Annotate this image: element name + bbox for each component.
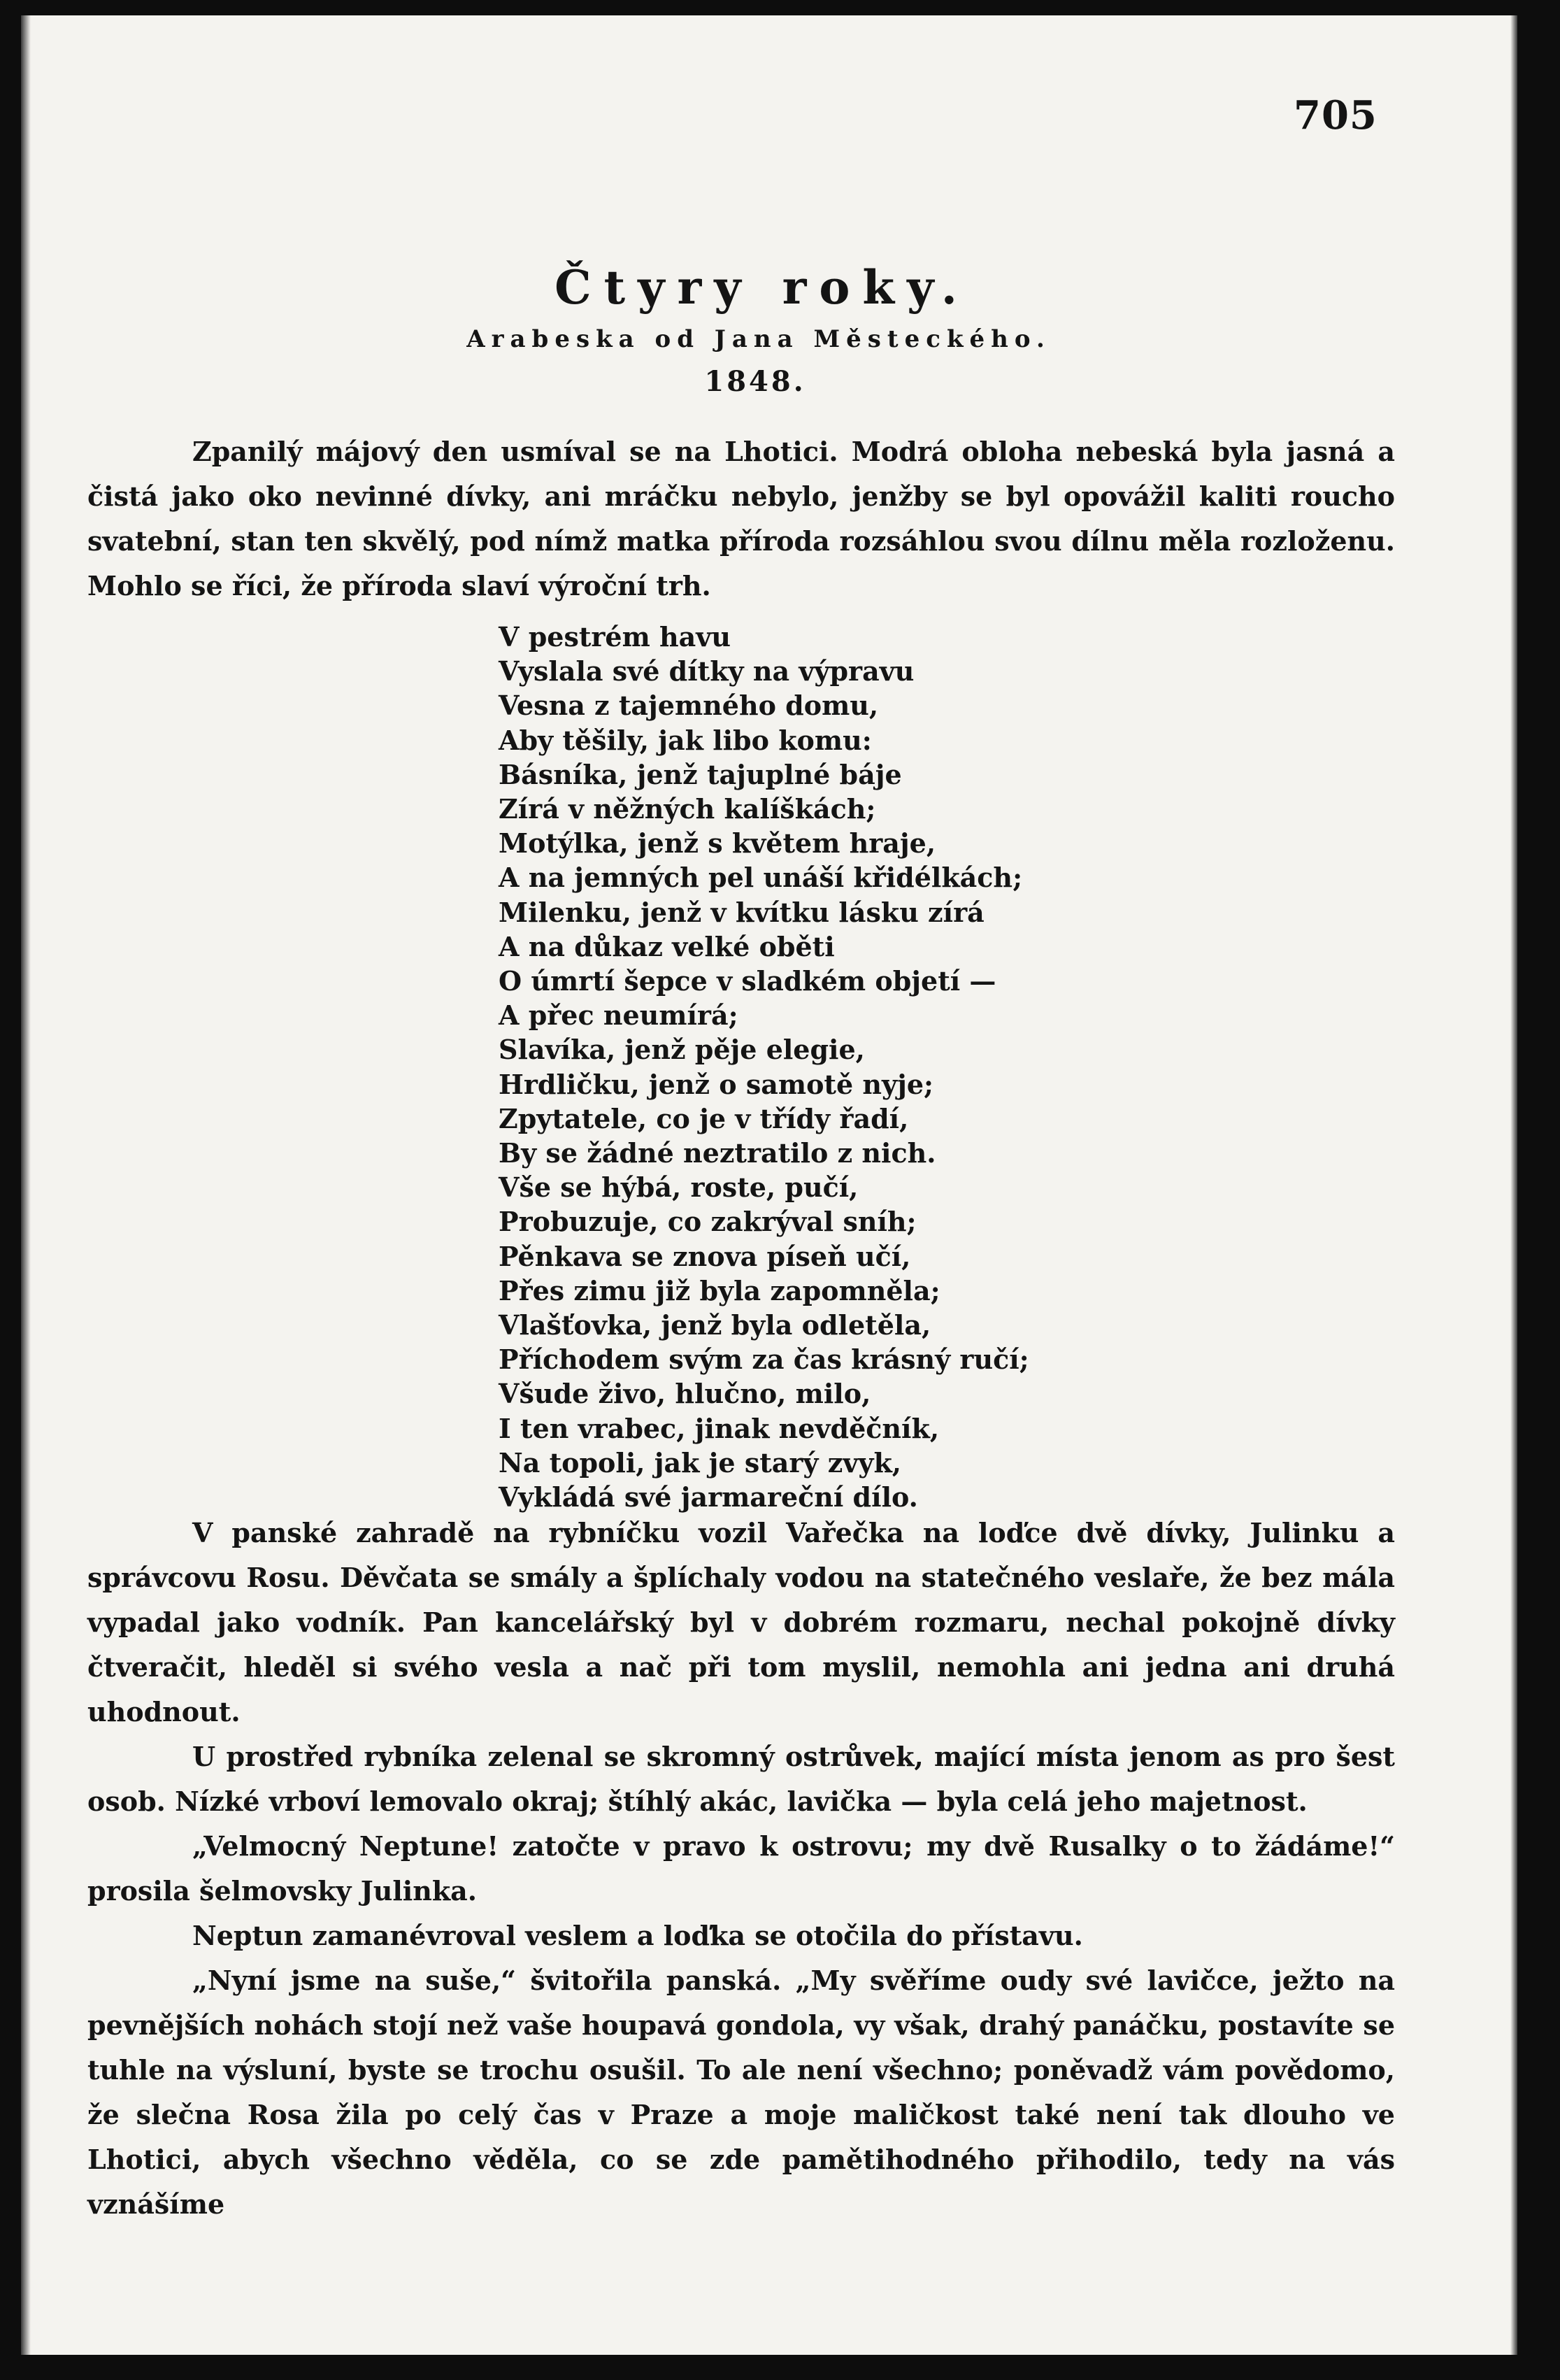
intro-text bbox=[87, 429, 1395, 608]
chapter-subtitle: Arabeska od Jana Městeckého. bbox=[466, 325, 1051, 353]
verse-line: Přes zimu již byla zapomněla; bbox=[499, 1274, 940, 1306]
chapter-title: Čtyry roky. bbox=[554, 260, 970, 315]
verse-line: A na jemných pel unáší křidélkách; bbox=[499, 862, 1023, 894]
page-edge-left bbox=[21, 15, 31, 2355]
paragraph: Zpanilý májový den usmíval se na Lhotici. Modrá obloha nebeská byla jasná a čistá jako oko nevinné dívky, ani mráčku nebylo, jenžby se byl opovážil kaliti roucho svatební, stan ten skvělý, pod nímž matka příroda rozsáhlou svou dílnu měla rozloženu. Mohlo se říci, že příroda slaví výroční trh. bbox=[87, 436, 1395, 601]
verse-line: Příchodem svým za čas krásný ručí; bbox=[499, 1344, 1029, 1376]
verse-line: Vykládá své jarmareční dílo. bbox=[499, 1481, 918, 1513]
paragraph: U prostřed rybníka zelenal se skromný ostrůvek, mající místa jenom as pro šest osob. Nízké vrboví lemovalo okraj; štíhlý akác, lavička — byla celá jeho majetnost. bbox=[87, 1741, 1395, 1817]
verse-line: Slavíka, jenž pěje elegie, bbox=[499, 1034, 865, 1066]
paragraph: „Nyní jsme na suše,“ švitořila panská. „My svěříme oudy své lavičce, ježto na pevnějších nohách stojí než vaše houpavá gondola, vy však, drahý panáčku, postavíte se tuhle na výsluní, byste se trochu osušil. To ale není všechno; poněvadž vám povědomo, že slečna Rosa žila po celý čas v Praze a moje maličkost také není tak dlouho ve Lhotici, abych všechno věděla, co se zde pamětihodného přihodilo, tedy na vás vznášíme bbox=[87, 1965, 1395, 2220]
verse-line: V pestrém havu bbox=[499, 621, 731, 653]
verse-line: Vyslala své dítky na výpravu bbox=[499, 655, 915, 687]
verse-line: Hrdličku, jenž o samotě nyje; bbox=[499, 1068, 934, 1100]
page-edge-right bbox=[1510, 15, 1517, 2355]
verse-line: By se žádné neztratilo z nich. bbox=[499, 1137, 936, 1169]
verse-line: Vesna z tajemného domu, bbox=[499, 690, 879, 722]
verse-line: Probuzuje, co zakrýval sníh; bbox=[499, 1206, 917, 1238]
main-text bbox=[87, 1511, 1395, 2227]
verse-line: A přec neumírá; bbox=[499, 999, 738, 1032]
verse-line: Motýlka, jenž s květem hraje, bbox=[499, 827, 936, 860]
verse-line: Vše se hýbá, roste, pučí, bbox=[499, 1171, 859, 1204]
verse-line: Zpytatele, co je v třídy řadí, bbox=[499, 1102, 909, 1134]
verse-line: Aby těšily, jak libo komu: bbox=[499, 724, 872, 756]
verse-line: Vlašťovka, jenž byla odletěla, bbox=[499, 1309, 931, 1341]
verse-line: Milenku, jenž v kvítku lásku zírá bbox=[499, 896, 985, 928]
paragraph: „Velmocný Neptune! zatočte v pravo k ostrovu; my dvě Rusalky o to žádáme!“ prosila šelmovsky Julinka. bbox=[87, 1830, 1395, 1907]
verse-line: Zírá v něžných kalíškách; bbox=[499, 793, 876, 825]
book-page bbox=[21, 15, 1517, 2355]
section-year: 1848. bbox=[704, 365, 806, 398]
page-number: 705 bbox=[1294, 92, 1377, 138]
verse-line: Všude živo, hlučno, milo, bbox=[499, 1378, 871, 1410]
paragraph: V panské zahradě na rybníčku vozil Vařečka na loďce dvě dívky, Julinku a správcovu Rosu. Děvčata se smály a šplíchaly vodou na statečného veslaře, že bez mála vypadal jako vodník. Pan kancelářský byl v dobrém rozmaru, nechal pokojně dívky čtveračit, hleděl si svého vesla a nač při tom myslil, nemohla ani jedna ani druhá uhodnout. bbox=[87, 1517, 1395, 1727]
verse-line: A na důkaz velké oběti bbox=[499, 930, 835, 962]
verse-line: Pěnkava se znova píseň učí, bbox=[499, 1240, 911, 1272]
verse-line: Na topoli, jak je starý zvyk, bbox=[499, 1446, 902, 1478]
paragraph: Neptun zamanévroval veslem a loďka se otočila do přístavu. bbox=[192, 1920, 1083, 1951]
poem-verse bbox=[499, 620, 1233, 1514]
verse-line: I ten vrabec, jinak nevděčník, bbox=[499, 1412, 940, 1444]
verse-line: O úmrtí šepce v sladkém objetí — bbox=[499, 965, 996, 997]
verse-line: Básníka, jenž tajuplné báje bbox=[499, 758, 902, 790]
